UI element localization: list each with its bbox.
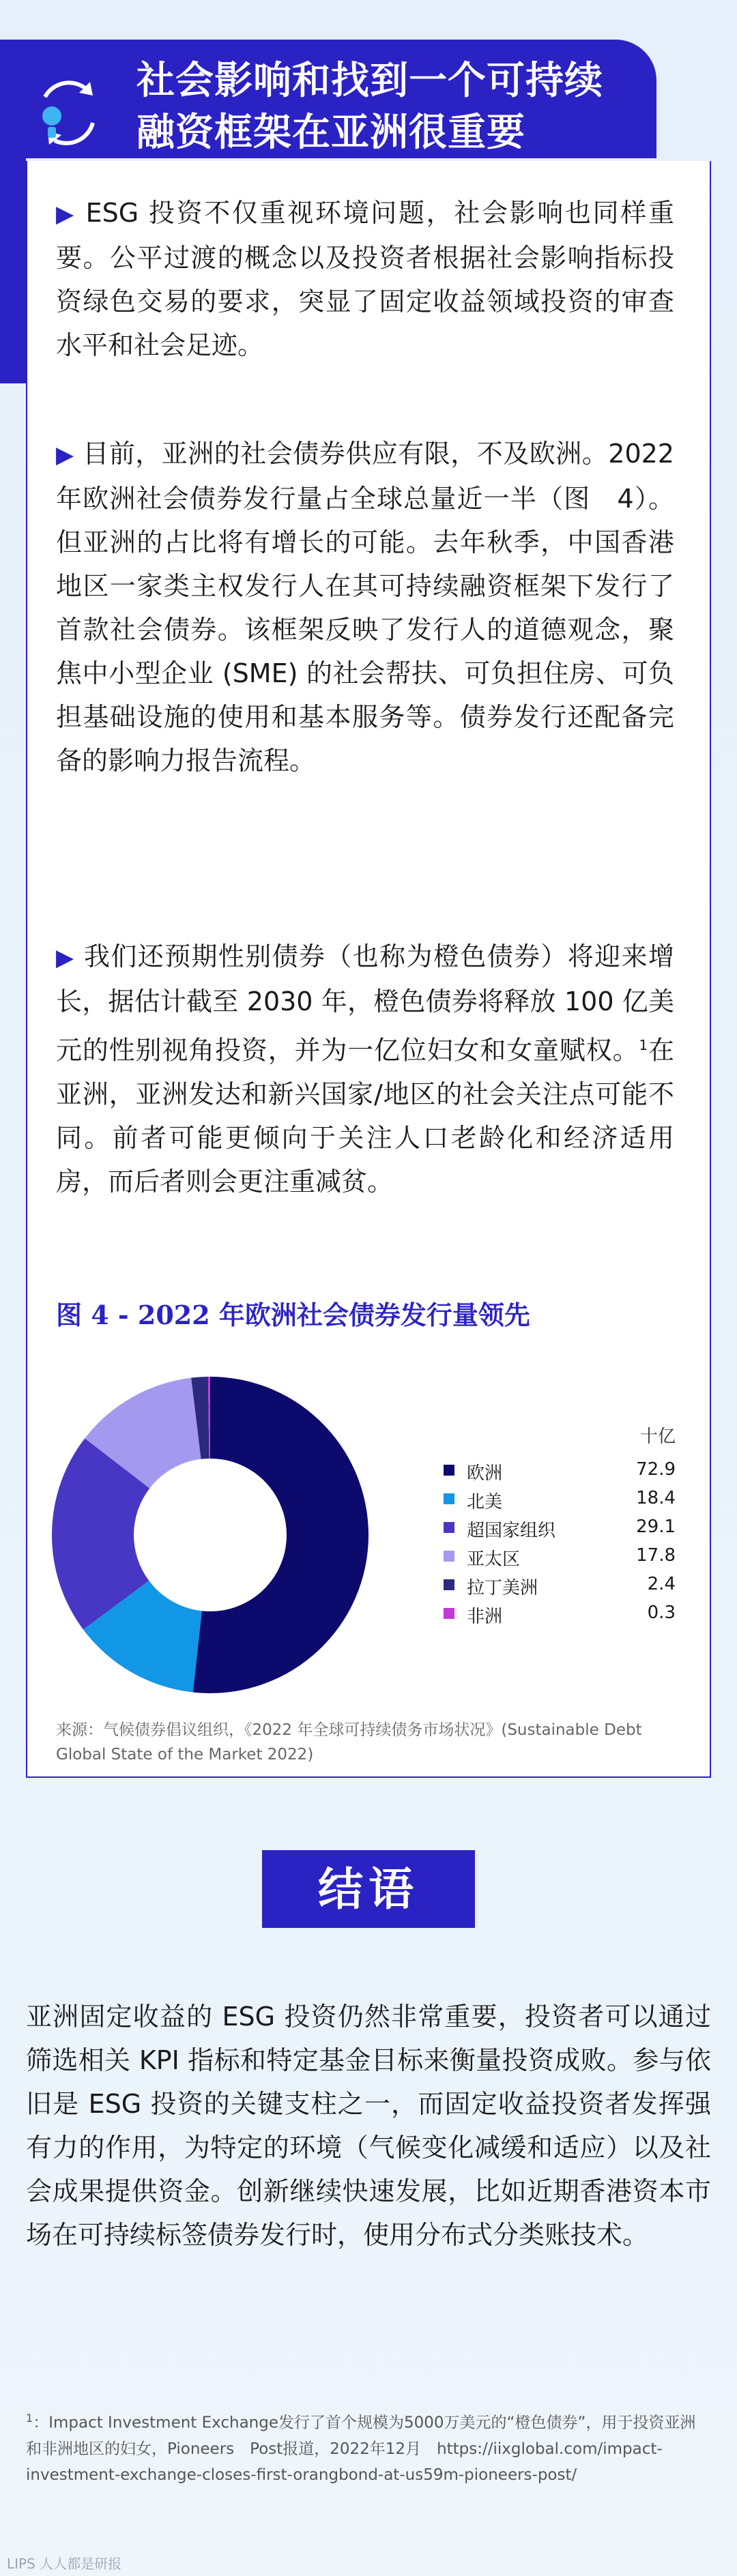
paragraph-3 [56, 935, 674, 1203]
page-title [136, 55, 641, 158]
footnote [26, 2405, 711, 2488]
paragraph-text-cont: 在亚洲，亚洲发达和新兴国家/地区的社会关注点可能不同。前者可能更倾向于关注人口老龄化和经济适用房，而后者则会更注重减贫。 [56, 1035, 674, 1197]
left-accent-strip [0, 158, 26, 383]
donut-slice-1 [193, 1377, 369, 1693]
footnote-text: ：Impact Investment Exchange发行了首个规模为5000万美元的“橙色债券”，用于投资亚洲和非洲地区的妇女，Pioneers Post报道，2022年12月 https://iixglobal.com/impact-investment-exchange-closes-first-orangbond-at-us59m-pioneers-post/ [26, 2414, 696, 2484]
paragraph-text: 目前，亚洲的社会债券供应有限，不及欧洲。2022 年欧洲社会债券发行量占全球总量近一半（图 4）。但亚洲的占比将有增长的可能。去年秋季，中国香港地区一家类主权发行人在其可持续融资框架下发行了首款社会债券。该框架反映了发行人的道德观念，聚焦中小型企业 (SME) 的社会帮扶、可负担住房、可负担基础设施的使用和基本服务等。债券发行还配备完备的影响力报告流程。 [56, 439, 701, 776]
legend-value: 0.3 [647, 1602, 676, 1623]
bullet-marker: ▶ [56, 201, 76, 228]
footnote-number: 1 [26, 2412, 33, 2425]
legend-item [437, 1600, 676, 1627]
legend-value: 2.4 [647, 1574, 676, 1594]
legend-label: 拉丁美洲 [467, 1578, 538, 1598]
paragraph-text: 我们还预期性别债券（也称为橙色债券）将迎来增长，据估计截至 2030 年，橙色债券将释放 100 亿美元的性别视角投资，并为一亿位妇女和女童赋权。 [56, 941, 674, 1066]
paragraph-2 [56, 432, 701, 782]
legend-swatch [444, 1522, 454, 1533]
chart-unit: 十亿 [639, 1426, 676, 1447]
figure-title: 图 4 - 2022 年欧洲社会债券发行量领先 [56, 1300, 530, 1330]
legend-item [437, 1571, 676, 1598]
legend-label: 亚太区 [467, 1549, 521, 1570]
title-line-1: 社会影响和找到一个可持续 [136, 58, 603, 103]
conclusion-text: 亚洲固定收益的 ESG 投资仍然非常重要，投资者可以通过筛选相关 KPI 指标和特定基金目标来衡量投资成败。参与依旧是 ESG 投资的关键支柱之一，而固定收益投资者发挥强有力的作用，为特定的环境（气候变化减缓和适应）以及社会成果提供资金。创新继续快速发展，比如近期香港资本市场在可持续标签债券发行时，使用分布式分类账技术。 [26, 2002, 711, 2250]
legend-label: 北美 [467, 1492, 503, 1512]
legend-label: 非洲 [467, 1607, 503, 1627]
legend-item [437, 1485, 676, 1512]
legend-item [437, 1542, 676, 1570]
bullet-marker: ▶ [56, 441, 74, 469]
paragraph-1 [56, 191, 674, 367]
conclusion-heading: 结语 [262, 1850, 475, 1928]
legend-swatch [444, 1551, 454, 1562]
donut-chart [46, 1371, 374, 1699]
legend-value: 72.9 [636, 1459, 676, 1480]
cycle-arrows-icon [27, 72, 109, 154]
title-line-2: 融资框架在亚洲很重要 [136, 110, 525, 155]
legend-value: 17.8 [636, 1545, 676, 1566]
section-header [0, 40, 656, 158]
legend-swatch [444, 1465, 454, 1476]
legend-value: 18.4 [636, 1488, 676, 1508]
footnote-ref[interactable]: 1 [639, 1037, 648, 1053]
legend-item [437, 1514, 676, 1541]
watermark: LIPS 人人都是研报 [7, 2556, 122, 2572]
legend-item [437, 1457, 676, 1484]
legend-swatch [444, 1608, 454, 1619]
legend-label: 超国家组织 [467, 1521, 556, 1541]
bullet-marker: ▶ [56, 944, 75, 971]
legend-swatch [444, 1579, 454, 1590]
legend-label: 欧洲 [467, 1463, 503, 1484]
legend-swatch [444, 1493, 454, 1504]
legend-value: 29.1 [636, 1517, 676, 1537]
paragraph-text: ESG 投资不仅重视环境问题，社会影响也同样重要。公平过渡的概念以及投资者根据社会影响指标投资绿色交易的要求，突显了固定收益领域投资的审查水平和社会足迹。 [56, 198, 674, 360]
figure-source: 来源：气候债券倡议组织，《2022 年全球可持续债务市场状况》(Sustainable Debt Global State of the Market 2022) [56, 1721, 642, 1763]
